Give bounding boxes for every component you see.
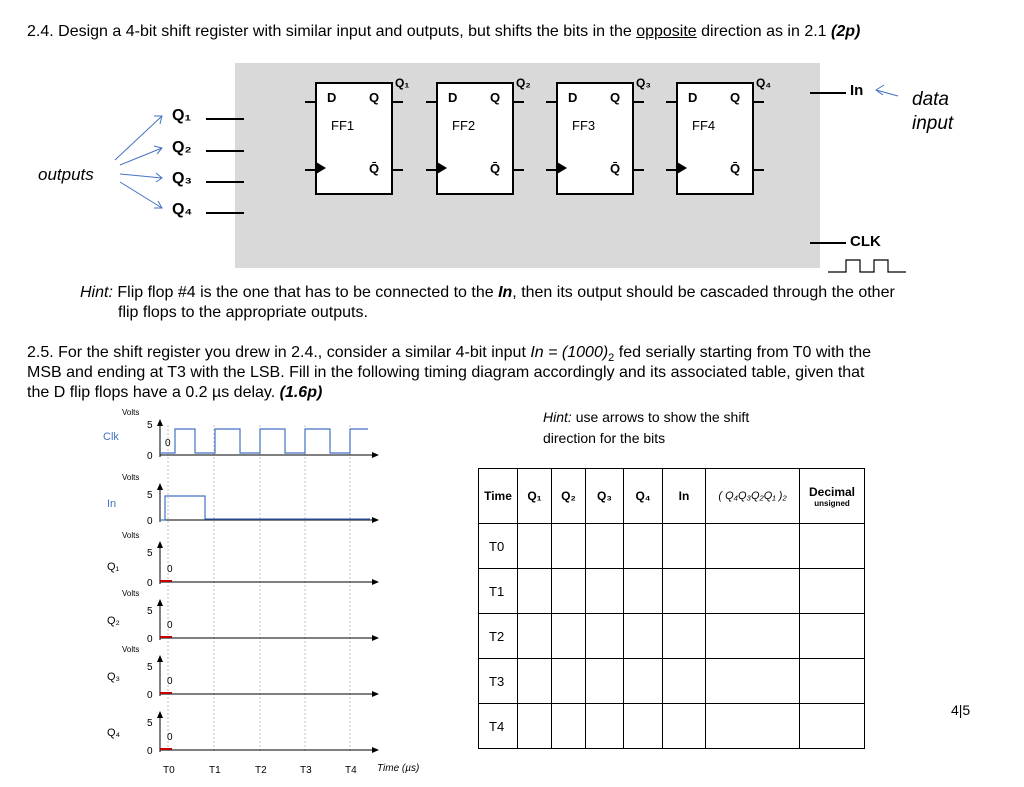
data-input-label-1: data	[912, 89, 949, 110]
ff-output-label: Q₃	[636, 76, 651, 90]
ff-d-label: D	[688, 90, 698, 105]
ff-pin	[546, 101, 556, 103]
signal-label-6: Q₄	[107, 727, 121, 739]
x-axis-arrow-icon	[372, 452, 379, 458]
time-tick-label: T1	[209, 765, 221, 776]
table-cell[interactable]	[552, 569, 586, 614]
signal-label-3: Q₁	[107, 561, 120, 573]
table-cell[interactable]	[586, 614, 624, 659]
outputs-label: outputs	[38, 165, 94, 184]
data-input-label-2: input	[912, 113, 954, 134]
hint-1: Hint: Flip flop #4 is the one that has to be connected to the In, then its output should be cascaded through the other	[80, 284, 895, 301]
question-2-5-line-3: the D flip flops have a 0.2 µs delay. (1.6p)	[27, 384, 323, 401]
table-cell[interactable]	[663, 704, 706, 749]
table-cell[interactable]	[706, 659, 800, 704]
ff-pin	[514, 169, 524, 171]
y-axis-arrow-icon	[157, 711, 163, 718]
time-tick-label: T2	[255, 765, 267, 776]
tick-five: 5	[147, 662, 153, 673]
clk-zero-label: 0	[165, 438, 171, 449]
table-cell[interactable]	[624, 659, 663, 704]
y-axis-arrow-icon	[157, 655, 163, 662]
table-cell[interactable]	[518, 614, 552, 659]
ff-name: FF3	[572, 118, 596, 133]
table-cell[interactable]	[552, 524, 586, 569]
ff-pin	[546, 169, 556, 171]
in-label: In	[850, 82, 864, 99]
table-cell[interactable]	[663, 614, 706, 659]
clock-triangle-icon	[557, 162, 567, 174]
initial-zero-label: 0	[167, 620, 173, 631]
tick-five: 5	[147, 548, 153, 559]
table-cell[interactable]	[586, 569, 624, 614]
flip-flop-4	[676, 82, 754, 195]
ff-pin	[754, 169, 764, 171]
y-axis-arrow-icon	[157, 541, 163, 548]
tick-zero: 0	[147, 516, 153, 527]
table-cell[interactable]	[663, 569, 706, 614]
signal-label-2: In	[107, 498, 117, 510]
ff-q-label: Q	[730, 90, 741, 105]
header-in: In	[663, 469, 706, 524]
header-q1: Q₁	[518, 469, 552, 524]
table-cell[interactable]	[663, 659, 706, 704]
time-tick-label: T3	[300, 765, 312, 776]
table-cell[interactable]	[706, 524, 800, 569]
table-cell[interactable]	[552, 704, 586, 749]
volts-label: Volts	[122, 531, 140, 540]
x-axis-arrow-icon	[372, 635, 379, 641]
table-cell[interactable]	[586, 524, 624, 569]
header-q3: Q₃	[586, 469, 624, 524]
page-number: 4|5	[951, 702, 971, 718]
x-axis-arrow-icon	[372, 747, 379, 753]
header-time: Time	[479, 469, 518, 524]
table-cell[interactable]	[624, 704, 663, 749]
x-axis-arrow-icon	[372, 691, 379, 697]
header-binary: ( Q₄Q₃Q₂Q₁ )₂	[706, 469, 800, 524]
table-cell[interactable]	[800, 524, 865, 569]
volts-label: Volts	[122, 408, 140, 417]
tick-zero: 0	[147, 451, 153, 462]
tick-zero: 0	[147, 578, 153, 589]
table-cell[interactable]	[624, 614, 663, 659]
ff-qbar-label: Q̄	[610, 161, 621, 176]
table-cell[interactable]	[586, 659, 624, 704]
tick-five: 5	[147, 606, 153, 617]
table-cell[interactable]	[706, 704, 800, 749]
table-cell[interactable]	[586, 704, 624, 749]
header-decimal: Decimal unsigned	[800, 469, 865, 524]
clk-waveform	[160, 429, 368, 453]
table-row	[479, 659, 865, 704]
volts-label: Volts	[122, 589, 140, 598]
timing-diagram	[0, 0, 480, 787]
output-q3: Q₃	[172, 170, 192, 187]
table-cell[interactable]	[624, 524, 663, 569]
row-time: T1	[479, 569, 518, 614]
table-cell[interactable]	[800, 659, 865, 704]
y-axis-arrow-icon	[157, 599, 163, 606]
ff-d-label: D	[448, 90, 458, 105]
tick-five: 5	[147, 718, 153, 729]
table-cell[interactable]	[663, 524, 706, 569]
ff-output-label: Q₄	[756, 76, 772, 90]
clock-triangle-icon	[677, 162, 687, 174]
output-q1: Q₁	[172, 107, 192, 124]
in-arrow	[872, 82, 902, 102]
initial-zero-label: 0	[167, 676, 173, 687]
ff-name: FF4	[692, 118, 716, 133]
tick-zero: 0	[147, 746, 153, 757]
signal-label-1: Clk	[103, 431, 119, 443]
ff-pin	[666, 169, 676, 171]
tick-zero: 0	[147, 690, 153, 701]
table-row	[479, 524, 865, 569]
x-axis-arrow-icon	[372, 517, 379, 523]
ff-qbar-label: Q̄	[369, 161, 380, 176]
x-axis-arrow-icon	[372, 579, 379, 585]
volts-label: Volts	[122, 473, 140, 482]
flip-flop-3	[556, 82, 634, 195]
in-line	[810, 92, 846, 94]
tick-five: 5	[147, 490, 153, 501]
table-cell[interactable]	[706, 614, 800, 659]
table-row	[479, 614, 865, 659]
question-2-5-line-1: 2.5. For the shift register you drew in 2.4., consider a similar 4-bit input $In = (1000)_2$ fed serially starting from T0 with the	[27, 344, 871, 365]
table-row	[479, 704, 865, 749]
row-time: T3	[479, 659, 518, 704]
time-tick-label: T0	[163, 765, 175, 776]
ff-q-label: Q	[490, 90, 501, 105]
question-2-4-text: 2.4. Design a 4-bit shift register with similar input and outputs, but shifts the bits in the opposite direction as in 2.1 (2p)	[27, 23, 861, 40]
clk-line	[810, 242, 846, 244]
signal-label-4: Q₂	[107, 615, 120, 627]
clk-label: CLK	[850, 233, 881, 250]
table-cell[interactable]	[800, 614, 865, 659]
hint-2: Hint: use arrows to show the shift direction for the bits	[543, 409, 750, 446]
ff-name: FF2	[452, 118, 476, 133]
row-time: T0	[479, 524, 518, 569]
ff-name: FF1	[331, 118, 355, 133]
ff-pin	[514, 101, 524, 103]
signal-label-5: Q₃	[107, 671, 121, 683]
table-cell[interactable]	[552, 659, 586, 704]
ff-d-label: D	[327, 90, 337, 105]
table-cell[interactable]	[706, 569, 800, 614]
ff-pin	[666, 101, 676, 103]
output-q4: Q₄	[172, 201, 193, 218]
ff-output-label: Q₂	[516, 76, 531, 90]
initial-zero-label: 0	[167, 564, 173, 575]
time-axis-label: Time (µs)	[377, 763, 420, 774]
time-tick-label: T4	[345, 765, 357, 776]
ff-qbar-label: Q̄	[490, 161, 501, 176]
hint-1-line-2: flip flops to the appropriate outputs.	[118, 304, 368, 321]
table-cell[interactable]	[800, 569, 865, 614]
ff-q-label: Q	[610, 90, 621, 105]
ff-qbar-label: Q̄	[730, 161, 741, 176]
header-q2: Q₂	[552, 469, 586, 524]
tick-zero: 0	[147, 634, 153, 645]
header-q4: Q₄	[624, 469, 663, 524]
ff-pin	[634, 101, 644, 103]
in-waveform	[160, 496, 370, 520]
y-axis-arrow-icon	[157, 483, 163, 490]
table-cell[interactable]	[518, 524, 552, 569]
shift-table	[478, 468, 865, 749]
ff-pin	[634, 169, 644, 171]
y-axis-arrow-icon	[157, 419, 163, 426]
table-cell[interactable]	[518, 704, 552, 749]
table-cell[interactable]	[518, 659, 552, 704]
table-cell[interactable]	[518, 569, 552, 614]
table-cell[interactable]	[552, 614, 586, 659]
tick-five: 5	[147, 420, 153, 431]
table-row	[479, 569, 865, 614]
ff-pin	[754, 101, 764, 103]
volts-label: Volts	[122, 645, 140, 654]
table-cell[interactable]	[624, 569, 663, 614]
ff-d-label: D	[568, 90, 578, 105]
question-2-5-line-2: MSB and ending at T3 with the LSB. Fill in the following timing diagram accordingly and its associated table, given that	[27, 364, 865, 381]
table-cell[interactable]	[800, 704, 865, 749]
output-q2: Q₂	[172, 139, 192, 156]
ff-q-label: Q	[369, 90, 380, 105]
row-time: T4	[479, 704, 518, 749]
ff-output-label: Q₁	[395, 76, 410, 90]
row-time: T2	[479, 614, 518, 659]
clk-waveform-icon	[826, 256, 916, 276]
initial-zero-label: 0	[167, 732, 173, 743]
